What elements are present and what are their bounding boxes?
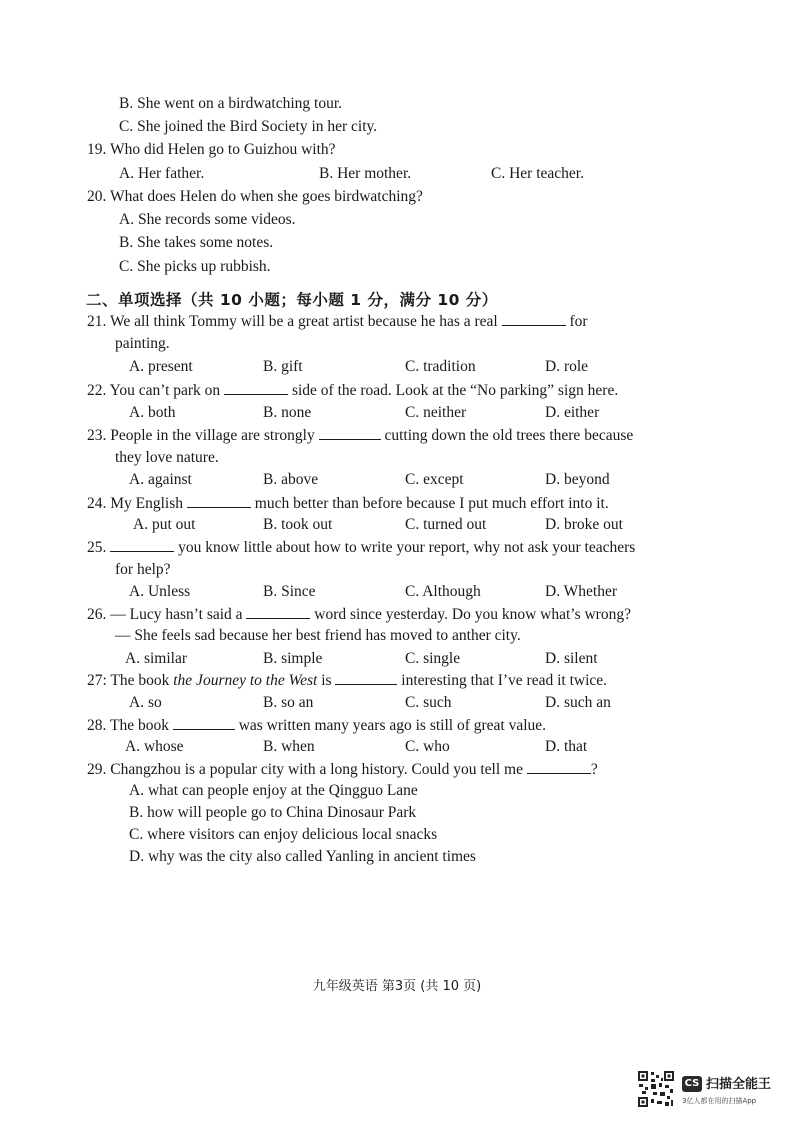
answer-blank	[110, 537, 174, 552]
q25-option-d: D. Whether	[545, 583, 618, 600]
q26-option-c: C. single	[405, 650, 461, 667]
q18-option-c: C. She joined the Bird Society in her city.	[119, 118, 378, 135]
q21-option-d: D. role	[545, 358, 589, 375]
q25-option-a: A. Unless	[129, 583, 191, 600]
answer-blank	[246, 604, 310, 619]
q20-stem: 20. What does Helen do when she goes birdwatching?	[87, 188, 423, 205]
q26-option-a: A. similar	[125, 650, 187, 667]
page-footer: 九年级英语 第3页 (共 10 页)	[312, 979, 482, 994]
q21-stem-line2: painting.	[115, 335, 170, 352]
q28-option-c: C. who	[405, 738, 450, 755]
q22-option-a: A. both	[129, 404, 176, 421]
q21-text-pre: 21. We all think Tommy will be a great artist because he has a real	[87, 313, 498, 330]
q26-text-pre: 26. — Lucy hasn’t said a	[87, 606, 243, 623]
q25-stem	[87, 537, 635, 558]
q23-option-b: B. above	[263, 471, 319, 488]
q27-option-a: A. so	[129, 694, 162, 711]
q26-option-d: D. silent	[545, 650, 598, 667]
q24-text-post: much better than before because I put much effort into it.	[254, 495, 609, 512]
answer-blank	[319, 425, 381, 440]
q29-text-pre: 29. Changzhou is a popular city with a long history. Could you tell me	[87, 761, 523, 778]
q28-option-b: B. when	[263, 738, 315, 755]
q26-text-post: word since yesterday. Do you know what’s wrong?	[314, 606, 631, 623]
q22-text-pre: 22. You can’t park on	[87, 382, 221, 399]
q26-stem	[87, 604, 631, 625]
q27-stem	[87, 670, 607, 691]
q26-stem-line2: — She feels sad because her best friend has moved to anther city.	[115, 627, 521, 644]
q29-option-d: D. why was the city also called Yanling in ancient times	[129, 848, 476, 865]
q24-option-b: B. took out	[263, 516, 333, 533]
q24-stem	[87, 493, 609, 514]
q28-text-post: was written many years ago is still of great value.	[238, 717, 547, 734]
q21-text-post: for	[569, 313, 588, 330]
q20-option-b: B. She takes some notes.	[119, 234, 274, 251]
q18-option-b: B. She went on a birdwatching tour.	[119, 95, 342, 112]
q20-option-a: A. She records some videos.	[119, 211, 296, 228]
q25-text-pre: 25.	[87, 539, 107, 556]
q23-option-a: A. against	[129, 471, 192, 488]
q28-stem	[87, 715, 546, 736]
q22-stem	[87, 380, 618, 401]
q28-text-pre: 28. The book	[87, 717, 169, 734]
answer-blank	[527, 759, 591, 774]
q25-option-b: B. Since	[263, 583, 316, 600]
scanner-app-tagline: 3亿人都在用的扫描App	[682, 1097, 757, 1105]
q22-option-b: B. none	[263, 404, 312, 421]
answer-blank	[187, 493, 251, 508]
answer-blank	[173, 715, 235, 730]
q24-option-c: C. turned out	[405, 516, 487, 533]
q21-stem	[87, 311, 588, 332]
q27-option-d: D. such an	[545, 694, 611, 711]
q25-stem-line2: for help?	[115, 561, 171, 578]
q29-text-post: ?	[590, 761, 598, 778]
q25-option-c: C. Although	[405, 583, 481, 600]
q19-option-b: B. Her mother.	[319, 165, 412, 182]
q23-option-d: D. beyond	[545, 471, 610, 488]
q23-option-c: C. except	[405, 471, 464, 488]
q22-option-c: C. neither	[405, 404, 467, 421]
q29-stem	[87, 759, 598, 780]
q29-option-b: B. how will people go to China Dinosaur Park	[129, 804, 417, 821]
q27-option-c: C. such	[405, 694, 452, 711]
section-heading: 二、单项选择（共 10 小题；每小题 1 分，满分 10 分）	[86, 291, 498, 309]
q19-option-a: A. Her father.	[119, 165, 205, 182]
answer-blank	[502, 311, 566, 326]
q26-option-b: B. simple	[263, 650, 323, 667]
camscanner-logo-icon: CS	[682, 1076, 702, 1092]
q20-option-c: C. She picks up rubbish.	[119, 258, 271, 275]
q27-book-title: the Journey to the West	[173, 672, 318, 689]
q25-text-post: you know little about how to write your report, why not ask your teachers	[178, 539, 636, 556]
q22-option-d: D. either	[545, 404, 600, 421]
answer-blank	[335, 670, 397, 685]
qr-code-icon	[637, 1070, 675, 1108]
q28-option-a: A. whose	[125, 738, 184, 755]
q29-option-a: A. what can people enjoy at the Qingguo Lane	[129, 782, 418, 799]
q19-stem: 19. Who did Helen go to Guizhou with?	[87, 141, 336, 158]
q28-option-d: D. that	[545, 738, 588, 755]
q24-option-d: D. broke out	[545, 516, 623, 533]
q22-text-post: side of the road. Look at the “No parking” sign here.	[291, 382, 619, 399]
q27-text-pre: 27: The book	[87, 672, 170, 689]
q23-stem	[87, 425, 633, 446]
q27-text-mid: is	[321, 672, 332, 689]
q21-option-b: B. gift	[263, 358, 303, 375]
q21-option-a: A. present	[129, 358, 193, 375]
q24-text-pre: 24. My English	[87, 495, 184, 512]
q23-text-post: cutting down the old trees there because	[384, 427, 634, 444]
q19-option-c: C. Her teacher.	[491, 165, 584, 182]
q23-stem-line2: they love nature.	[115, 449, 219, 466]
q29-option-c: C. where visitors can enjoy delicious local snacks	[129, 826, 438, 843]
answer-blank	[224, 380, 288, 395]
q27-option-b: B. so an	[263, 694, 314, 711]
scanner-app-name: 扫描全能王	[706, 1077, 772, 1092]
q24-option-a: A. put out	[133, 516, 196, 533]
q21-option-c: C. tradition	[405, 358, 476, 375]
q23-text-pre: 23. People in the village are strongly	[87, 427, 315, 444]
q27-text-post: interesting that I’ve read it twice.	[401, 672, 608, 689]
